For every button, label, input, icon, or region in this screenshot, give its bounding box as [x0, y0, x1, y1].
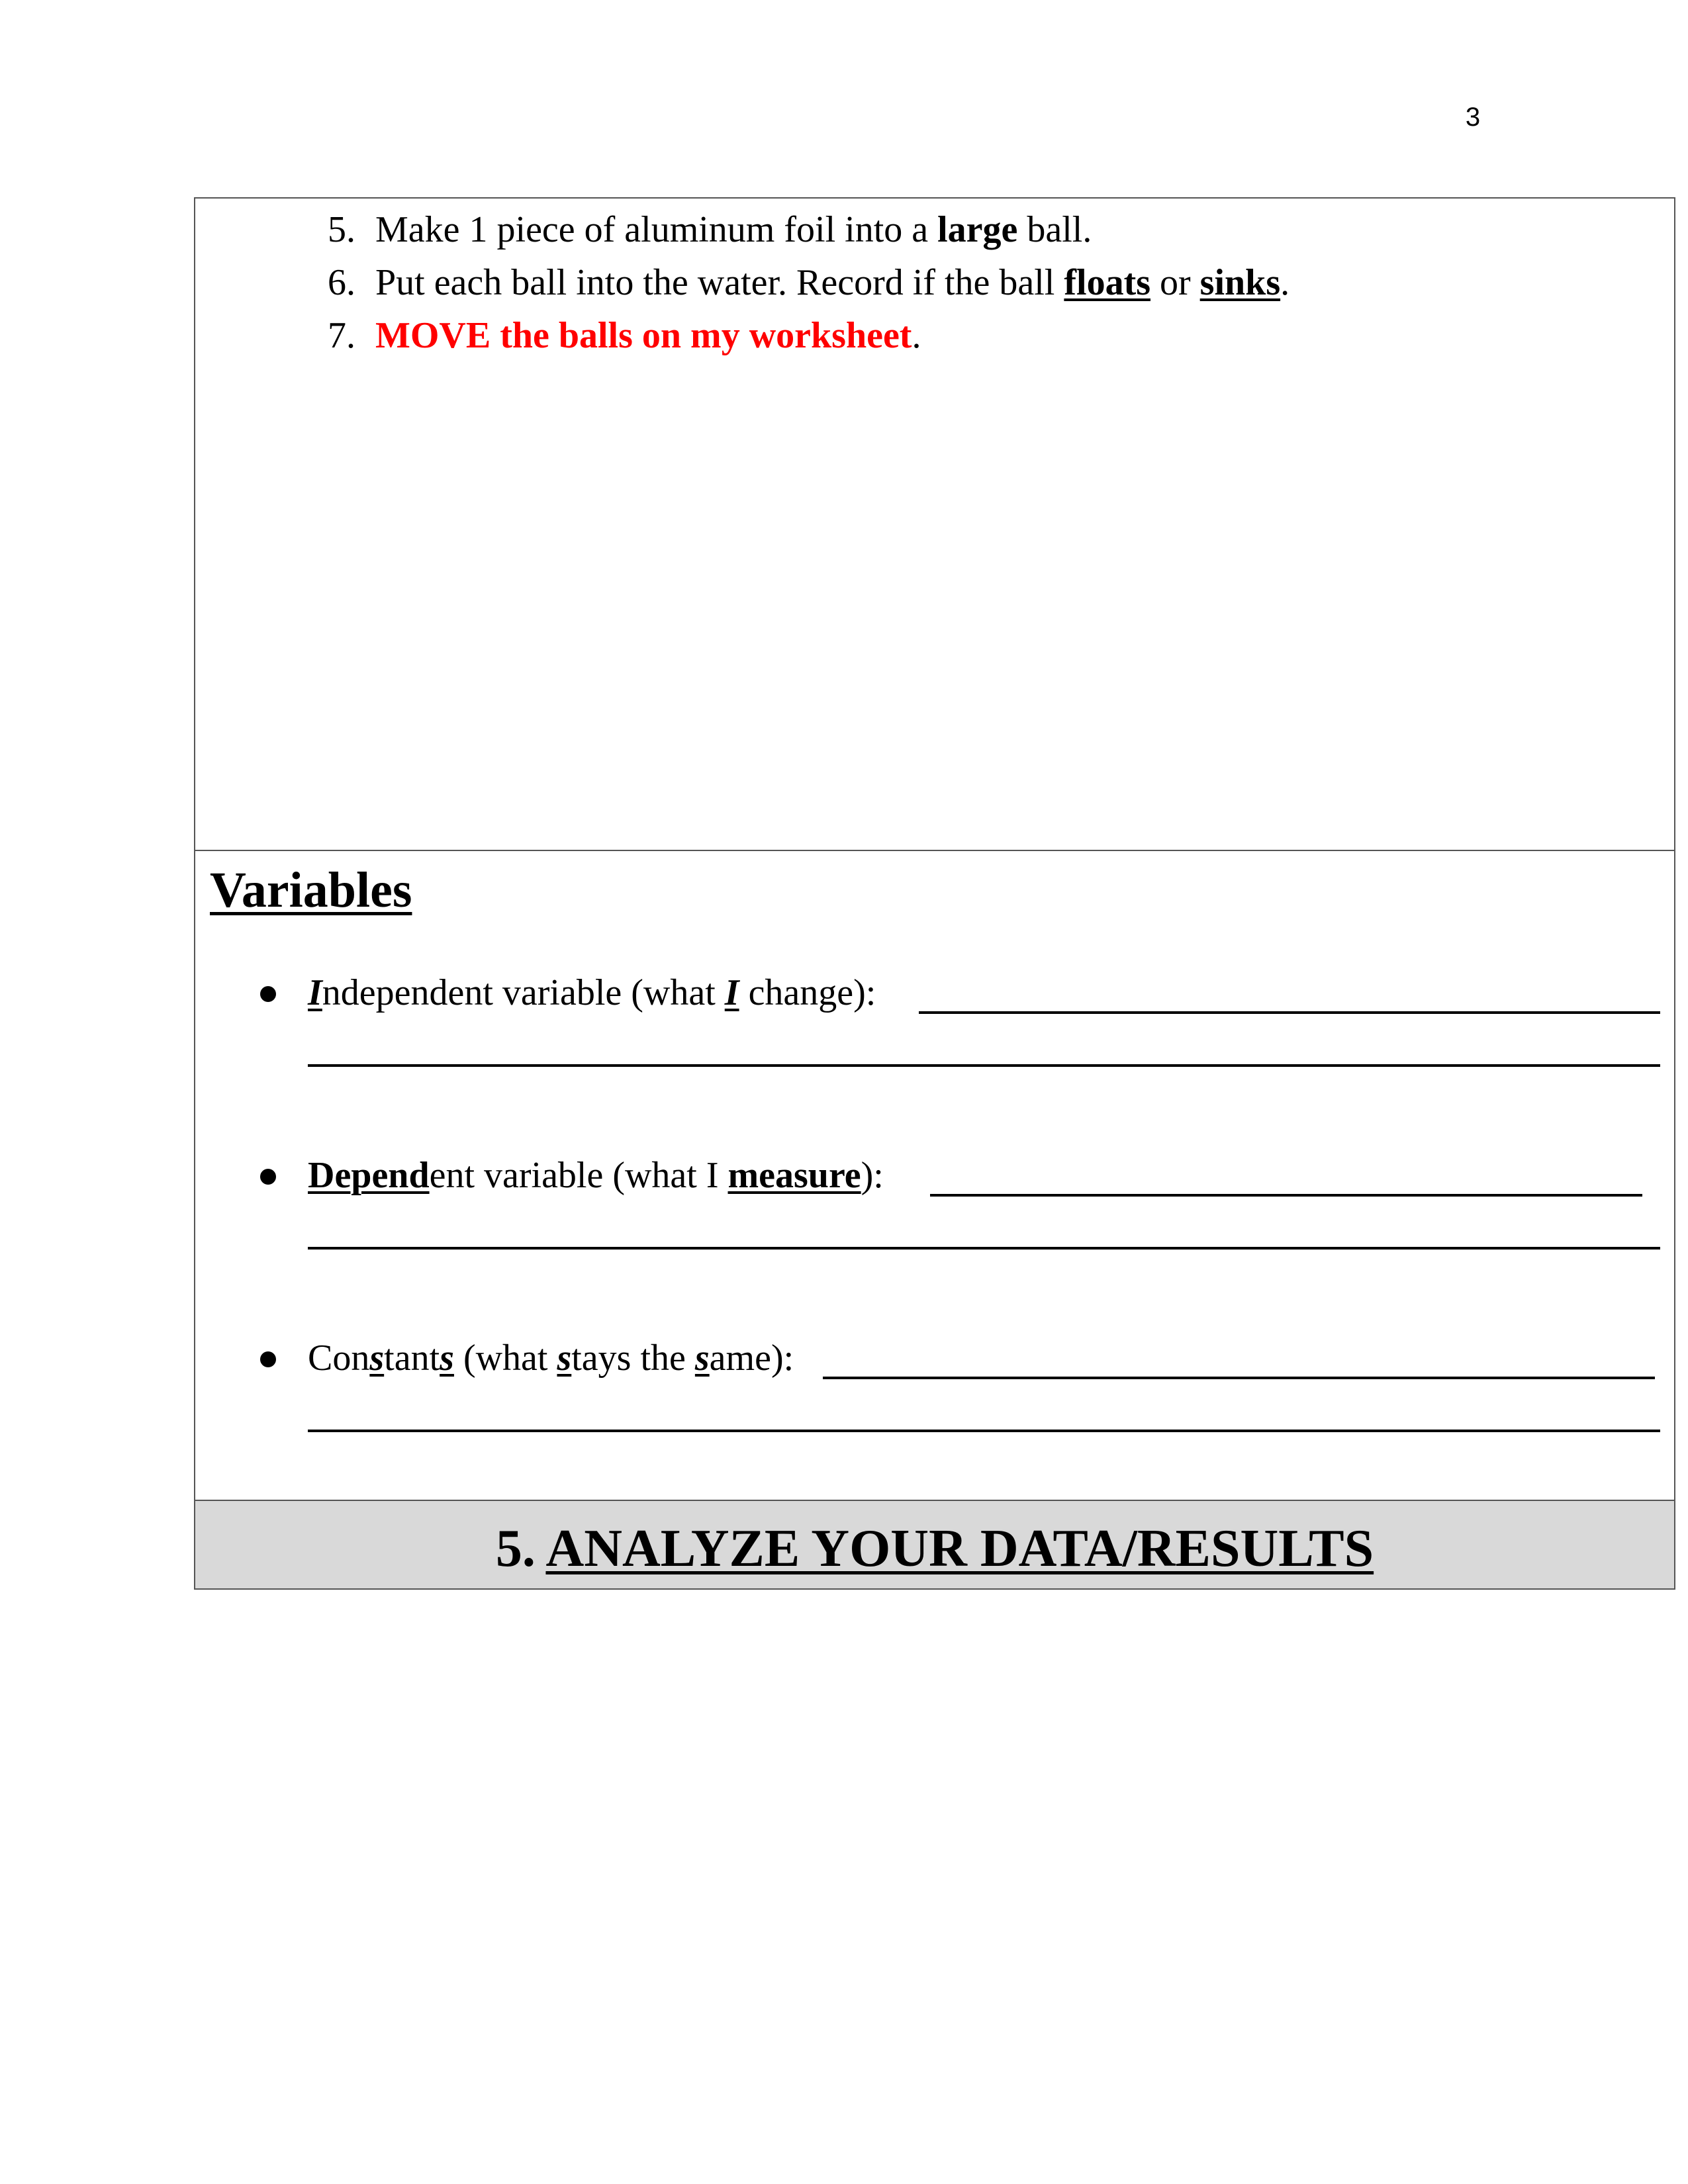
step-text	[375, 312, 921, 359]
step-number: 6.	[328, 262, 355, 303]
label-text: (what	[453, 1338, 557, 1379]
worksheet-table	[194, 197, 1675, 1590]
label-text: tant	[384, 1338, 440, 1379]
step-text-part: Make 1 piece of aluminum foil into a	[375, 209, 938, 250]
constants-answer-line-1[interactable]	[823, 1377, 1655, 1379]
step-text-part: ball.	[1017, 209, 1092, 250]
label-text: ndependent variable (what	[322, 972, 725, 1013]
step-emphasis-sinks: sinks	[1199, 262, 1281, 303]
emphasis-word: Depend	[308, 1155, 430, 1196]
step-emphasis-floats: floats	[1064, 262, 1151, 303]
step-number: 7.	[328, 315, 355, 356]
emphasis-letter: s	[557, 1338, 572, 1379]
step-red-instruction: MOVE the balls on my worksheet	[375, 315, 912, 356]
emphasis-letter: s	[369, 1338, 385, 1379]
label-text: ent variable (what I	[429, 1155, 728, 1196]
independent-answer-line-1[interactable]	[919, 1011, 1660, 1014]
independent-variable-label	[308, 970, 876, 1016]
bullet-icon	[260, 986, 276, 1002]
label-text: ame):	[709, 1338, 794, 1379]
emphasis-letter: I	[308, 972, 322, 1013]
step-text-part: .	[1280, 262, 1290, 303]
section-heading	[195, 1516, 1674, 1582]
row-divider	[195, 850, 1674, 851]
step-text	[375, 259, 1289, 306]
variables-heading: Variables	[210, 862, 412, 918]
dependent-answer-line-1[interactable]	[930, 1194, 1642, 1197]
step-text-part: Put each ball into the water. Record if the ball	[375, 262, 1064, 303]
constants-answer-line-2[interactable]	[308, 1430, 1660, 1432]
label-text: Con	[308, 1338, 370, 1379]
bullet-icon	[260, 1351, 276, 1367]
step-text-part: or	[1150, 262, 1200, 303]
dependent-variable-label	[308, 1152, 884, 1199]
emphasis-letter: s	[694, 1338, 710, 1379]
dependent-answer-line-2[interactable]	[308, 1247, 1660, 1250]
bullet-icon	[260, 1169, 276, 1185]
label-text: tays the	[571, 1338, 695, 1379]
label-text: change):	[739, 972, 876, 1013]
page-number: 3	[1465, 103, 1481, 132]
independent-answer-line-2[interactable]	[308, 1064, 1660, 1067]
step-number: 5.	[328, 209, 355, 250]
step-text-part: .	[912, 315, 921, 356]
section-title: ANALYZE YOUR DATA/RESULTS	[545, 1520, 1374, 1578]
constants-label	[308, 1335, 794, 1381]
step-bold-word: large	[937, 209, 1018, 250]
section-number: 5.	[495, 1520, 536, 1578]
emphasis-letter: s	[440, 1338, 454, 1379]
step-text	[375, 206, 1092, 253]
emphasis-word: measure	[727, 1155, 861, 1196]
emphasis-letter: I	[724, 972, 739, 1013]
label-text: ):	[861, 1155, 884, 1196]
